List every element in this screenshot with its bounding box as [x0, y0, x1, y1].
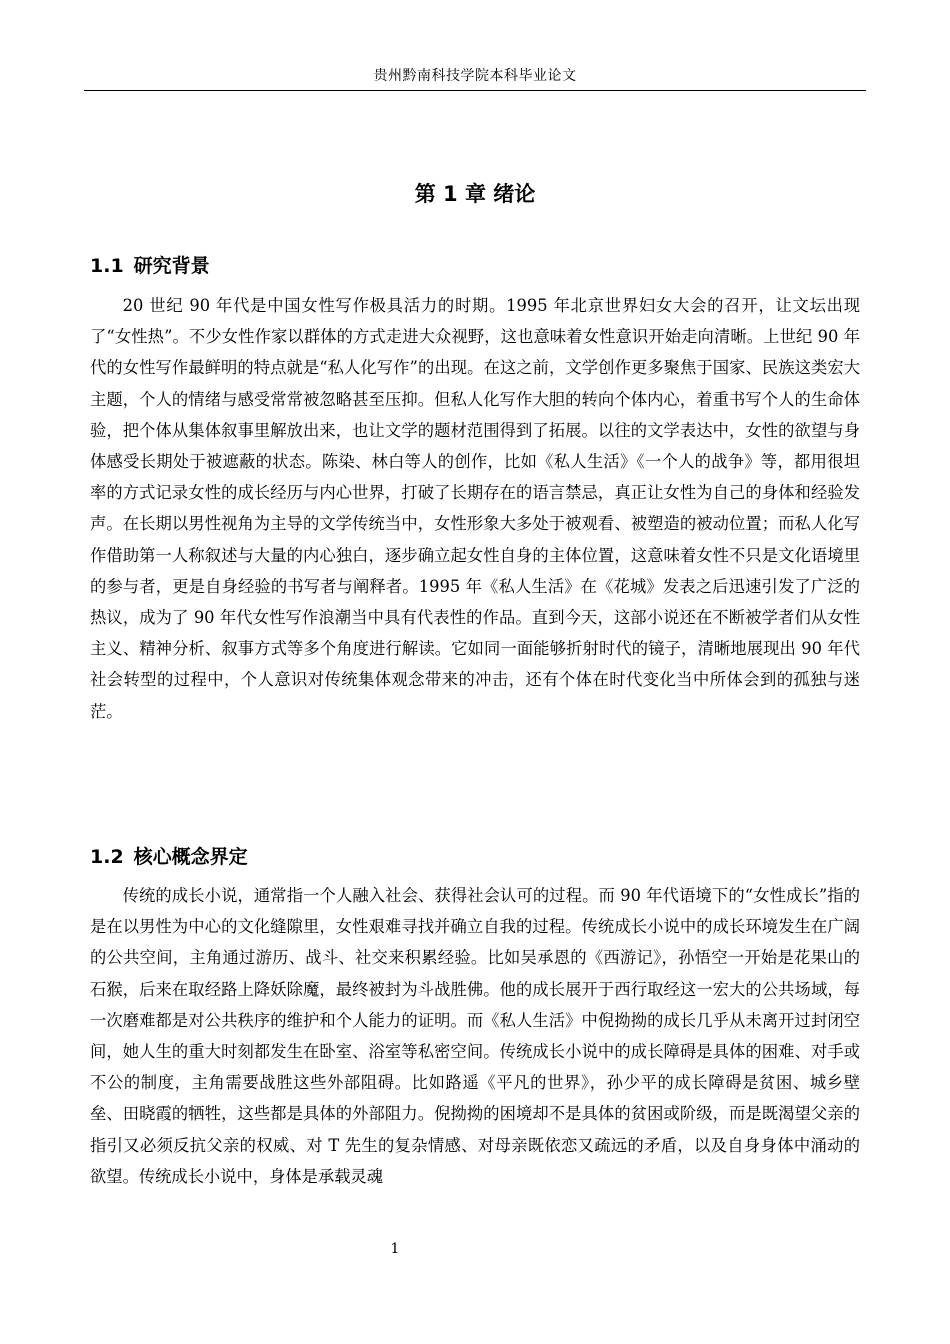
body-paragraph: 传统的成长小说，通常指一个人融入社会、获得社会认可的过程。而 90 年代语境下的“女性成长”指的是在以男性为中心的文化缝隙里，女性艰难寻找并确立自我的过程。传统成长小说中的成长环境发生在广阔的公共空间，主角通过游历、战斗、社交来积累经验。比如吴承恩的《西游记》，孙悟空一开始是花果山的石猴，后来在取经路上降妖除魔，最终被封为斗战胜佛。他的成长展开于西行取经这一宏大的公共场域，每一次磨难都是对公共秩序的维护和个人能力的证明。而《私人生活》中倪拗拗的成长几乎从未离开过封闭空间，她人生的重大时刻都发生在卧室、浴室等私密空间。传统成长小说中的成长障碍是具体的困难、对手或不公的制度，主角需要战胜这些外部阻碍。比如路遥《平凡的世界》，孙少平的成长障碍是贫困、城乡壁垒、田晓霞的牺牲，这些都是具体的外部阻力。倪拗拗的困境却不是具体的贫困或阶级，而是既渴望父亲的指引又必须反抗父亲的权威、对 T 先生的复杂情感、对母亲既依恋又疏远的矛盾，以及自身身体中涌动的欲望。传统成长小说中，身体是承载灵魂 [90, 886, 860, 1186]
section-title: 研究背景 [133, 255, 210, 277]
body-paragraph: 20 世纪 90 年代是中国女性写作极具活力的时期。1995 年北京世界妇女大会的召开，让文坛出现了“女性热”。不少女性作家以群体的方式走进大众视野，这也意味着女性意识开始走向清晰。上世纪 90 年代的女性写作最鲜明的特点就是“私人化写作”的出现。在这之前，文学创作更多聚焦于国家、民族这类宏大主题，个人的情绪与感受常常被忽略甚至压抑。但私人化写作大胆的转向个体内心，着重书写个人的生命体验，把个体从集体叙事里解放出来，也让文学的题材范围得到了拓展。以往的文学表达中，女性的欲望与身体感受长期处于被遮蔽的状态。陈染、林白等人的创作，比如《私人生活》《一个人的战争》等，都用很坦率的方式记录女性的成长经历与内心世界，打破了长期存在的语言禁忌，真正让女性为自己的身体和经验发声。在长期以男性视角为主导的文学传统当中，女性形象大多处于被观看、被塑造的被动位置；而私人化写作借助第一人称叙述与大量的内心独白，逐步确立起女性自身的主体位置，这意味着女性不只是文化语境里的参与者，更是自身经验的书写者与阐释者。1995 年《私人生活》在《花城》发表之后迅速引发了广泛的热议，成为了 90 年代女性写作浪潮当中具有代表性的作品。直到今天，这部小说还在不断被学者们从女性主义、精神分析、叙事方式等多个角度进行解读。它如同一面能够折射时代的镜子，清晰地展现出 90 年代社会转型的过程中，个人意识对传统集体观念带来的冲击，还有个体在时代变化当中所体会到的孤独与迷茫。 [90, 296, 860, 721]
section-number: 1.1 [90, 255, 124, 277]
section-heading-core-concepts [90, 843, 248, 871]
header-divider [84, 90, 866, 91]
section-heading-research-background [90, 252, 210, 280]
section-number: 1.2 [90, 846, 124, 868]
page-number: 1 [390, 1241, 400, 1257]
chapter-title: 第 1 章 绪论 [414, 182, 536, 206]
section-title: 核心概念界定 [133, 846, 248, 868]
running-header: 贵州黔南科技学院本科毕业论文 [373, 68, 577, 84]
